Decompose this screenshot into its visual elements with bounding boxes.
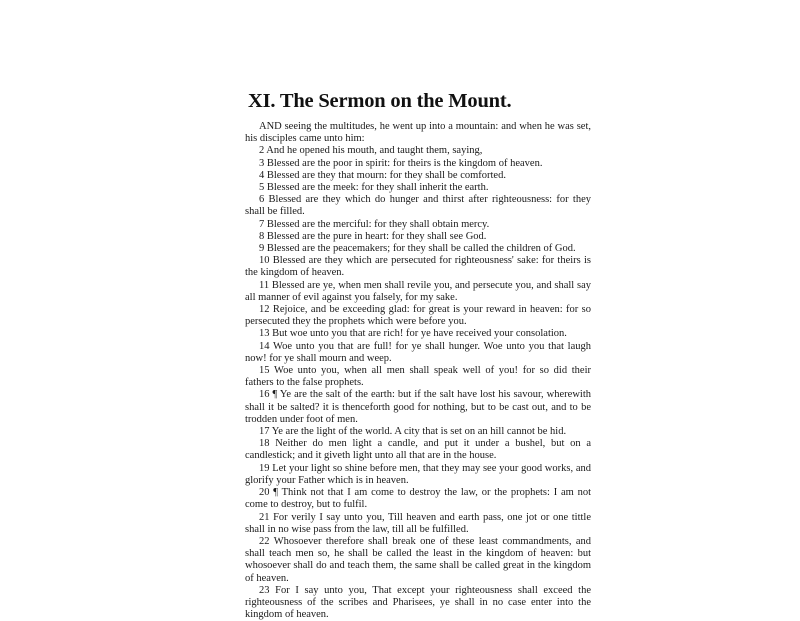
verse-10: 10 Blessed are they which are persecuted for righteousness' sake: for theirs is the kingdom of heaven.: [245, 255, 591, 279]
verse-22: 22 Whosoever therefore shall break one of these least commandments, and shall teach men so, he shall be called the least in the kingdom of heaven: but whosoever shall do and teach them, the same shall be called great in the kingdom of heaven.: [245, 535, 591, 584]
verse-18: 18 Neither do men light a candle, and put it under a bushel, but on a candlestick; and it giveth light unto all that are in the house.: [245, 438, 591, 462]
verse-21: 21 For verily I say unto you, Till heaven and earth pass, one jot or one tittle shall in no wise pass from the law, till all be fulfilled.: [245, 511, 591, 535]
chapter-title: XI. The Sermon on the Mount.: [248, 90, 512, 112]
verse-20: 20 ¶ Think not that I am come to destroy the law, or the prophets: I am not come to destroy, but to fulfil.: [245, 487, 591, 511]
verse-1: AND seeing the multitudes, he went up into a mountain: and when he was set, his disciples came unto him:: [245, 121, 591, 145]
verse-7: 7 Blessed are the merciful: for they shall obtain mercy.: [259, 218, 490, 230]
scripture-article: [245, 88, 591, 621]
verse-19: 19 Let your light so shine before men, that they may see your good works, and glorify your Father which is in heaven.: [245, 462, 591, 486]
verse-17: 17 Ye are the light of the world. A city that is set on an hill cannot be hid.: [259, 426, 567, 438]
verse-13: 13 But woe unto you that are rich! for ye have received your consolation.: [259, 328, 567, 340]
verse-14: 14 Woe unto you that are full! for ye shall hunger. Woe unto you that laugh now! for ye shall mourn and weep.: [245, 340, 591, 364]
verse-11: 11 Blessed are ye, when men shall revile you, and persecute you, and shall say all manner of evil against you falsely, for my sake.: [245, 279, 591, 303]
verse-23: 23 For I say unto you, That except your righteousness shall exceed the righteousness of the scribes and Pharisees, ye shall in no case enter into the kingdom of heaven.: [245, 584, 591, 621]
verse-6: 6 Blessed are they which do hunger and thirst after righteousness: for they shall be filled.: [245, 194, 591, 218]
verse-3: 3 Blessed are the poor in spirit: for theirs is the kingdom of heaven.: [259, 157, 543, 169]
verse-4: 4 Blessed are they that mourn: for they shall be comforted.: [259, 169, 506, 181]
verse-12: 12 Rejoice, and be exceeding glad: for great is your reward in heaven: for so persecuted they the prophets which were before you.: [245, 304, 591, 328]
verse-9: 9 Blessed are the peacemakers; for they shall be called the children of God.: [259, 243, 576, 255]
verse-5: 5 Blessed are the meek: for they shall inherit the earth.: [259, 182, 489, 194]
verse-15: 15 Woe unto you, when all men shall speak well of you! for so did their fathers to the false prophets.: [245, 365, 591, 389]
verse-8: 8 Blessed are the pure in heart: for they shall see God.: [259, 230, 487, 242]
verse-list: [245, 121, 591, 621]
verse-2: 2 And he opened his mouth, and taught them, saying,: [259, 145, 483, 157]
verse-16: 16 ¶ Ye are the salt of the earth: but if the salt have lost his savour, wherewith shall it be salted? it is thenceforth good for nothing, but to be cast out, and to be trodden under foot of men.: [245, 389, 591, 425]
